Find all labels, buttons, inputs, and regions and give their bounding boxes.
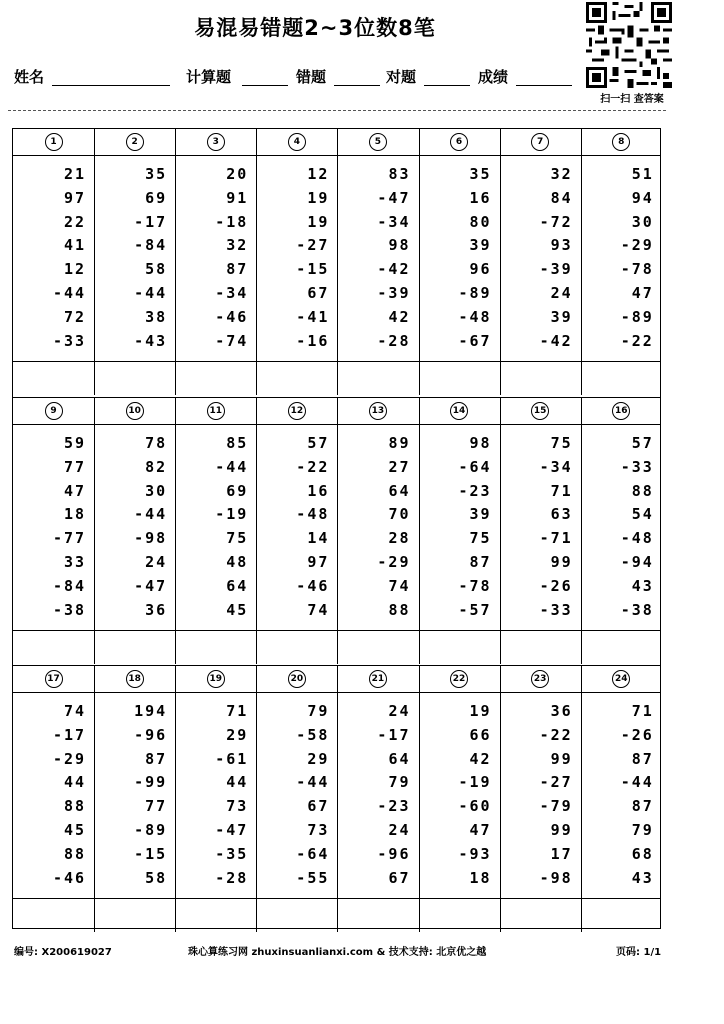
addend-value: 74 [388, 576, 411, 595]
column-divider [175, 129, 176, 395]
addend-value: 87 [469, 553, 492, 571]
addend-value: 59 [64, 434, 87, 452]
answer-cell[interactable] [337, 631, 418, 664]
addend-value: -46 [53, 868, 87, 887]
addend-value: 39 [469, 505, 492, 524]
addend-value: 94 [631, 188, 654, 207]
addend-value: -79 [539, 797, 573, 816]
addend-value: -77 [53, 529, 87, 548]
column-divider [337, 398, 338, 664]
addend-value: -89 [134, 821, 168, 839]
addend-value: 27 [388, 457, 411, 476]
addend-value: 45 [226, 600, 249, 619]
problem-number-badge: 16 [612, 402, 630, 420]
addend-value: -96 [377, 844, 411, 863]
addend-value: 67 [388, 868, 411, 887]
addend-value: 67 [307, 797, 330, 816]
addend-value: 87 [631, 749, 654, 768]
addend-value: -47 [215, 821, 249, 839]
worksheet-title: 易混易错题2~3位数8笔 [194, 16, 436, 40]
addend-value: 75 [469, 529, 492, 548]
addend-value: 35 [469, 165, 492, 183]
addend-value: 64 [226, 576, 249, 595]
answer-cell[interactable] [337, 362, 418, 395]
addend-value: 38 [145, 307, 168, 326]
addend-value: -22 [296, 457, 330, 476]
addend-value: -72 [539, 212, 573, 231]
column-divider [419, 398, 420, 664]
answer-cell[interactable] [256, 899, 337, 932]
addend-value: 74 [307, 600, 330, 619]
addend-value: -34 [539, 457, 573, 476]
answer-cell[interactable] [500, 631, 581, 664]
addend-value: 12 [64, 260, 87, 279]
addend-value: 71 [226, 702, 249, 720]
problem-block [13, 397, 660, 664]
column-divider [500, 666, 501, 932]
addend-value: 74 [64, 702, 87, 720]
addend-value: 77 [64, 457, 87, 476]
column-divider [175, 398, 176, 664]
answer-cell[interactable] [13, 362, 94, 395]
addend-value: -22 [620, 331, 654, 350]
page-number: 页码: 1/1 [616, 947, 662, 958]
addend-value: 77 [145, 797, 168, 816]
column-divider [337, 666, 338, 932]
worksheet-code: 编号: X200619027 [14, 947, 112, 958]
addend-value: 63 [550, 505, 573, 524]
addend-value: -93 [458, 844, 492, 863]
answer-cell[interactable] [581, 362, 662, 395]
problem-number-badge: 2 [126, 133, 144, 151]
addend-value: -84 [53, 576, 87, 595]
addend-value: 24 [145, 553, 168, 571]
problem-number-badge: 6 [450, 133, 468, 151]
calc-label: 计算题 [186, 68, 232, 86]
addend-value: 42 [388, 307, 411, 326]
addend-value: 71 [550, 481, 573, 500]
addend-value: -71 [539, 529, 573, 548]
column-divider [256, 666, 257, 932]
addend-value: 43 [631, 576, 654, 595]
addend-value: -78 [458, 576, 492, 595]
addend-value: 64 [388, 749, 411, 768]
addend-value: 99 [550, 749, 573, 768]
addend-value: 44 [226, 773, 249, 792]
answer-cell[interactable] [256, 631, 337, 664]
column-divider [94, 129, 95, 395]
addend-value: 51 [631, 165, 654, 183]
addend-value: 83 [388, 165, 411, 183]
addend-value: -99 [134, 773, 168, 792]
addend-value: -74 [215, 331, 249, 350]
addend-value: -78 [620, 260, 654, 279]
addend-value: 29 [226, 725, 249, 744]
answer-cell[interactable] [419, 362, 500, 395]
addend-value: 97 [64, 188, 87, 207]
addend-value: -48 [458, 307, 492, 326]
addend-value: -42 [377, 260, 411, 279]
problem-number-badge: 13 [369, 402, 387, 420]
addend-value: 87 [631, 797, 654, 816]
addend-value: -44 [215, 457, 249, 476]
addend-value: 16 [469, 188, 492, 207]
addend-value: 19 [307, 188, 330, 207]
addend-value: 66 [469, 725, 492, 744]
addend-value: -27 [539, 773, 573, 792]
addend-value: 41 [64, 236, 87, 255]
answer-cell[interactable] [13, 631, 94, 664]
addend-value: 88 [388, 600, 411, 619]
column-divider [94, 666, 95, 932]
problem-number-badge: 5 [369, 133, 387, 151]
problem-number-badge: 7 [531, 133, 549, 151]
addend-value: 87 [145, 749, 168, 768]
addend-value: 14 [307, 529, 330, 548]
calc-blank[interactable] [242, 85, 288, 86]
addend-value: -94 [620, 553, 654, 571]
addend-value: -33 [620, 457, 654, 476]
wrong-blank[interactable] [334, 85, 380, 86]
site-credit: 珠心算练习网 zhuxinsuanlianxi.com & 技术支持: 北京优之越 [188, 947, 487, 958]
addend-value: 54 [631, 505, 654, 524]
addend-value: 88 [64, 844, 87, 863]
addend-value: 97 [307, 553, 330, 571]
addend-value: -38 [53, 600, 87, 619]
addend-value: 69 [145, 188, 168, 207]
addend-value: 48 [226, 553, 249, 571]
addend-value: 98 [469, 434, 492, 452]
addend-value: -29 [377, 553, 411, 571]
addend-value: -33 [539, 600, 573, 619]
addend-value: 24 [550, 284, 573, 302]
column-divider [94, 398, 95, 664]
addend-value: -44 [620, 773, 654, 792]
addend-value: -46 [296, 576, 330, 595]
addend-value: -18 [215, 212, 249, 231]
column-divider [419, 666, 420, 932]
addend-value: -61 [215, 749, 249, 768]
addend-value: 18 [469, 868, 492, 887]
column-divider [581, 129, 582, 395]
addend-value: -44 [134, 505, 168, 524]
qr-code-caption: 扫一扫 查答案 [600, 94, 664, 105]
addend-value: -33 [53, 331, 87, 350]
column-divider [581, 666, 582, 932]
addend-value: 99 [550, 553, 573, 571]
problem-number-badge: 24 [612, 670, 630, 688]
answer-cell[interactable] [256, 362, 337, 395]
wrong-label: 错题 [296, 68, 327, 86]
problem-number-badge: 10 [126, 402, 144, 420]
addend-value: -28 [215, 868, 249, 887]
addend-value: 12 [307, 165, 330, 183]
addend-value: 79 [388, 773, 411, 792]
problem-number-badge: 22 [450, 670, 468, 688]
addend-value: -98 [134, 529, 168, 548]
addend-value: -15 [134, 844, 168, 863]
addend-value: -48 [296, 505, 330, 524]
addend-value: -19 [458, 773, 492, 792]
addend-value: 96 [469, 260, 492, 279]
problem-number-badge: 19 [207, 670, 225, 688]
addend-value: -22 [539, 725, 573, 744]
addend-value: 85 [226, 434, 249, 452]
addend-value: 82 [145, 457, 168, 476]
addend-value: -34 [215, 284, 249, 302]
column-divider [581, 398, 582, 664]
addend-value: -44 [134, 284, 168, 302]
score-label: 成绩 [478, 68, 509, 86]
addend-value: 73 [307, 821, 330, 839]
addend-value: -29 [620, 236, 654, 255]
addend-value: -39 [539, 260, 573, 279]
addend-value: 42 [469, 749, 492, 768]
addend-value: 39 [469, 236, 492, 255]
addend-value: 88 [631, 481, 654, 500]
name-label: 姓名 [14, 68, 45, 86]
addend-value: -41 [296, 307, 330, 326]
addend-value: 84 [550, 188, 573, 207]
addend-value: -34 [377, 212, 411, 231]
addend-value: 87 [226, 260, 249, 279]
addend-value: 29 [307, 749, 330, 768]
problem-number-badge: 20 [288, 670, 306, 688]
column-divider [419, 129, 420, 395]
addend-value: 79 [631, 821, 654, 839]
addend-value: -15 [296, 260, 330, 279]
column-divider [500, 398, 501, 664]
column-divider [256, 129, 257, 395]
addend-value: 36 [145, 600, 168, 619]
addend-value: -89 [620, 307, 654, 326]
addend-value: -16 [296, 331, 330, 350]
addend-value: 75 [226, 529, 249, 548]
problem-number-badge: 8 [612, 133, 630, 151]
addend-value: -89 [458, 284, 492, 302]
addend-value: 75 [550, 434, 573, 452]
answer-cell[interactable] [337, 899, 418, 932]
problem-number-badge: 14 [450, 402, 468, 420]
answer-cell[interactable] [500, 362, 581, 395]
name-blank[interactable] [52, 85, 170, 86]
problem-number-badge: 12 [288, 402, 306, 420]
answer-cell[interactable] [94, 362, 175, 395]
addend-value: -46 [215, 307, 249, 326]
problem-number-badge: 3 [207, 133, 225, 151]
problem-number-badge: 1 [45, 133, 63, 151]
addend-value: -64 [458, 457, 492, 476]
addend-value: 22 [64, 212, 87, 231]
addend-value: -47 [134, 576, 168, 595]
addend-value: 57 [631, 434, 654, 452]
problem-number-badge: 11 [207, 402, 225, 420]
problem-number-badge: 17 [45, 670, 63, 688]
answer-cell[interactable] [581, 631, 662, 664]
addend-value: -17 [53, 725, 87, 744]
addend-value: 58 [145, 260, 168, 279]
addend-value: -47 [377, 188, 411, 207]
addend-value: -23 [377, 797, 411, 816]
addend-value: 19 [469, 702, 492, 720]
addend-value: 73 [226, 797, 249, 816]
problem-block [13, 665, 660, 932]
column-divider [256, 398, 257, 664]
addend-value: 194 [134, 702, 168, 720]
addend-value: 69 [226, 481, 249, 500]
addend-value: -29 [53, 749, 87, 768]
problem-number-badge: 9 [45, 402, 63, 420]
addend-value: 45 [64, 821, 87, 839]
addend-value: -55 [296, 868, 330, 887]
addend-value: 39 [550, 307, 573, 326]
column-divider [175, 666, 176, 932]
addend-value: -26 [620, 725, 654, 744]
addend-value: -23 [458, 481, 492, 500]
right-label: 对题 [386, 68, 417, 86]
addend-value: -38 [620, 600, 654, 619]
answer-cell[interactable] [175, 899, 256, 932]
addend-value: 24 [388, 821, 411, 839]
answer-cell[interactable] [94, 631, 175, 664]
qr-code-image [585, 2, 673, 88]
answer-cell[interactable] [94, 899, 175, 932]
problem-number-badge: 15 [531, 402, 549, 420]
addend-value: 24 [388, 702, 411, 720]
addend-value: 19 [307, 212, 330, 231]
column-divider [500, 129, 501, 395]
score-blank[interactable] [516, 85, 572, 86]
problem-number-badge: 18 [126, 670, 144, 688]
addend-value: -44 [296, 773, 330, 792]
addend-value: -27 [296, 236, 330, 255]
addend-value: 43 [631, 868, 654, 887]
addend-value: -17 [134, 212, 168, 231]
addend-value: 88 [64, 797, 87, 816]
addend-value: -35 [215, 844, 249, 863]
addend-value: 30 [631, 212, 654, 231]
answer-cell[interactable] [175, 631, 256, 664]
addend-value: 33 [64, 553, 87, 571]
addend-value: 70 [388, 505, 411, 524]
addend-value: -28 [377, 331, 411, 350]
problem-number-badge: 23 [531, 670, 549, 688]
answer-cell[interactable] [175, 362, 256, 395]
addend-value: -67 [458, 331, 492, 350]
addend-value: 21 [64, 165, 87, 183]
addend-value: 67 [307, 284, 330, 302]
problem-table [12, 128, 661, 929]
addend-value: -98 [539, 868, 573, 887]
addend-value: -19 [215, 505, 249, 524]
addend-value: 32 [226, 236, 249, 255]
addend-value: 68 [631, 844, 654, 863]
addend-value: 72 [64, 307, 87, 326]
cut-line [8, 110, 666, 111]
addend-value: 47 [631, 284, 654, 302]
addend-value: 79 [307, 702, 330, 720]
addend-value: 47 [64, 481, 87, 500]
addend-value: 20 [226, 165, 249, 183]
addend-value: -39 [377, 284, 411, 302]
addend-value: 17 [550, 844, 573, 863]
problem-number-badge: 4 [288, 133, 306, 151]
addend-value: 36 [550, 702, 573, 720]
addend-value: -44 [53, 284, 87, 302]
addend-value: 71 [631, 702, 654, 720]
addend-value: 32 [550, 165, 573, 183]
column-divider [337, 129, 338, 395]
addend-value: 78 [145, 434, 168, 452]
addend-value: 47 [469, 821, 492, 839]
answer-cell[interactable] [13, 899, 94, 932]
addend-value: -64 [296, 844, 330, 863]
answer-cell[interactable] [500, 899, 581, 932]
addend-value: 57 [307, 434, 330, 452]
addend-value: 18 [64, 505, 87, 524]
answer-cell[interactable] [419, 631, 500, 664]
addend-value: -26 [539, 576, 573, 595]
addend-value: 91 [226, 188, 249, 207]
addend-value: 58 [145, 868, 168, 887]
answer-cell[interactable] [419, 899, 500, 932]
addend-value: 28 [388, 529, 411, 548]
addend-value: 89 [388, 434, 411, 452]
addend-value: -58 [296, 725, 330, 744]
addend-value: -60 [458, 797, 492, 816]
addend-value: 44 [64, 773, 87, 792]
addend-value: -57 [458, 600, 492, 619]
addend-value: -17 [377, 725, 411, 744]
addend-value: -96 [134, 725, 168, 744]
right-blank[interactable] [424, 85, 470, 86]
problem-number-badge: 21 [369, 670, 387, 688]
addend-value: 98 [388, 236, 411, 255]
addend-value: -42 [539, 331, 573, 350]
addend-value: 16 [307, 481, 330, 500]
addend-value: -43 [134, 331, 168, 350]
answer-cell[interactable] [581, 899, 662, 932]
addend-value: 93 [550, 236, 573, 255]
addend-value: 64 [388, 481, 411, 500]
addend-value: 99 [550, 821, 573, 839]
addend-value: -84 [134, 236, 168, 255]
addend-value: 35 [145, 165, 168, 183]
problem-block [13, 129, 660, 395]
addend-value: 80 [469, 212, 492, 231]
addend-value: 30 [145, 481, 168, 500]
addend-value: -48 [620, 529, 654, 548]
